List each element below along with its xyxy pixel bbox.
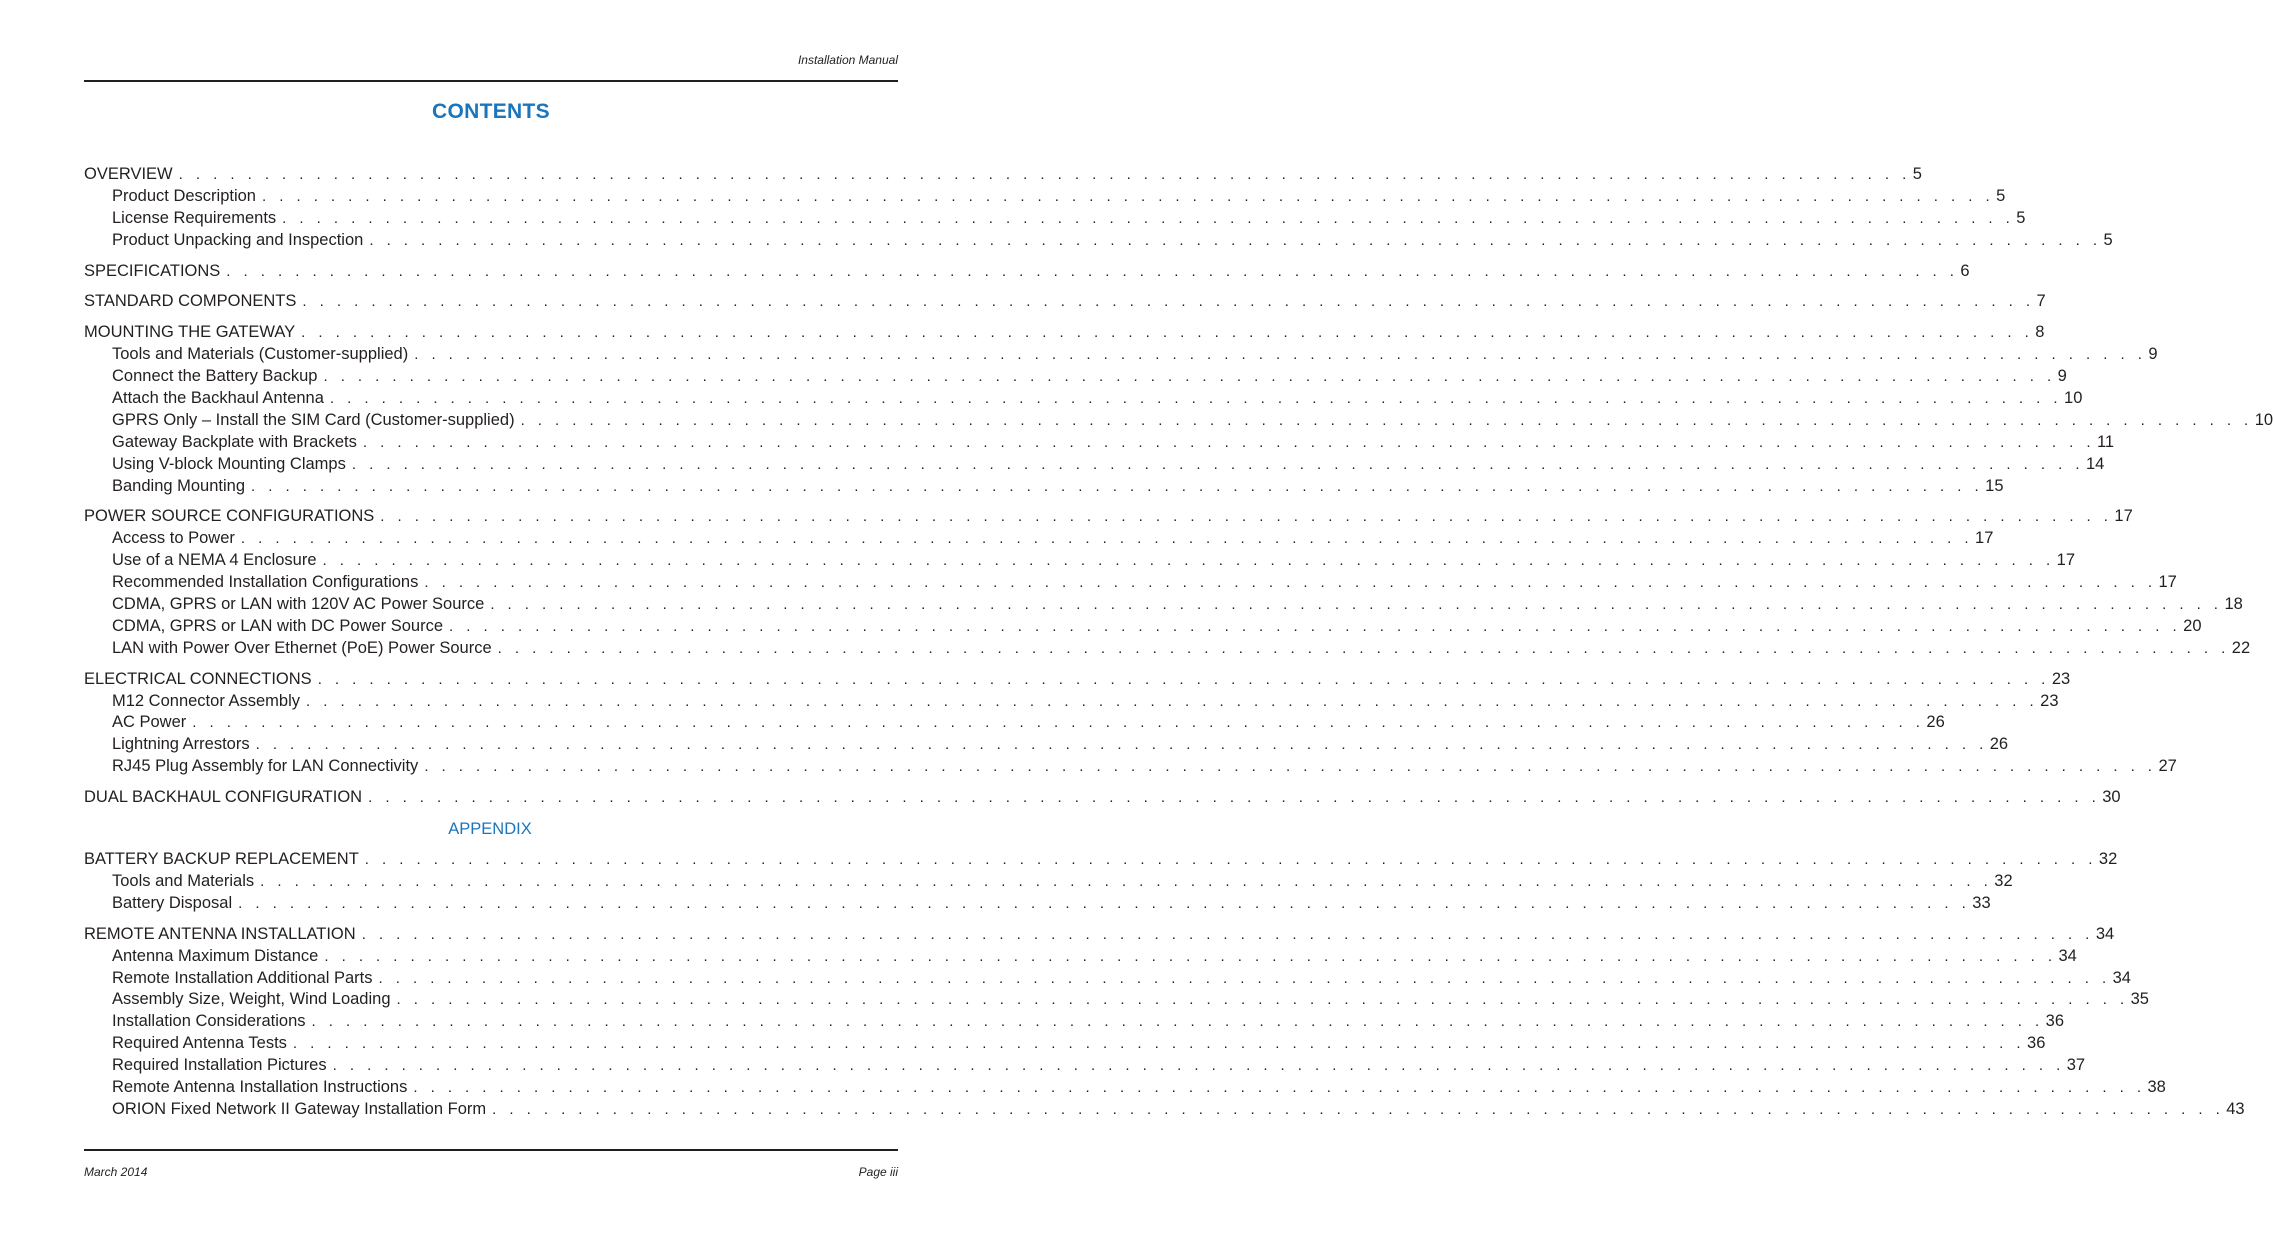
toc-entry-label: REMOTE ANTENNA INSTALLATION <box>84 924 356 943</box>
toc-subentry[interactable] <box>84 1099 2245 1121</box>
table-of-contents <box>84 164 2273 1130</box>
toc-page-number: 10 <box>2064 389 2083 408</box>
toc-page-number: 15 <box>1985 476 2004 495</box>
appendix-heading: APPENDIX <box>448 820 532 839</box>
toc-leader-dots: . . . . . . . . . . . . . . . . . . . . . . . . . . . . . . . . . . . . . . . . . . . . . . . . . . . . . . . . . . . . . . . . . . . . . . . . . . . . . . . . . . . . . . . . . . . . . . . . . . . . . <box>255 736 1988 754</box>
toc-subentry[interactable] <box>84 594 2243 616</box>
toc-entry[interactable] <box>84 849 2118 871</box>
toc-page-number: 10 <box>2254 410 2273 429</box>
toc-section <box>84 322 2273 497</box>
toc-entry-label: Connect the Battery Backup <box>112 367 318 386</box>
toc-subentry[interactable] <box>84 366 2067 388</box>
toc-page-number: 20 <box>2183 616 2202 635</box>
toc-subentry[interactable] <box>84 528 1994 550</box>
toc-entry-label: Product Description <box>112 186 256 205</box>
toc-page-number: 5 <box>2103 230 2113 249</box>
toc-entry-label: Battery Disposal <box>112 893 233 912</box>
toc-entry-label: POWER SOURCE CONFIGURATIONS <box>84 507 375 526</box>
toc-subentry[interactable] <box>84 871 2013 893</box>
toc-page-number: 17 <box>1975 529 1994 548</box>
toc-page-number: 11 <box>2096 432 2115 451</box>
toc-leader-dots: . . . . . . . . . . . . . . . . . . . . . . . . . . . . . . . . . . . . . . . . . . . . . . . . . . . . . . . . . . . . . . . . . . . . . . . . . . . . . . . . . . . . . . . . . . . . . . . . . . . . . <box>302 293 2035 311</box>
toc-subentry[interactable] <box>84 1077 2166 1099</box>
toc-section <box>84 261 1970 283</box>
running-header: Installation Manual <box>797 53 898 67</box>
toc-page-number: 30 <box>2102 788 2121 807</box>
toc-appendix-list <box>84 849 2245 1121</box>
toc-page-number: 6 <box>1960 261 1970 280</box>
toc-subentry[interactable] <box>84 756 2177 778</box>
toc-leader-dots: . . . . . . . . . . . . . . . . . . . . . . . . . . . . . . . . . . . . . . . . . . . . . . . . . . . . . . . . . . . . . . . . . . . . . . . . . . . . . . . . . . . . . . . . . . . . . . . . . . . . . <box>351 455 2084 473</box>
toc-leader-dots: . . . . . . . . . . . . . . . . . . . . . . . . . . . . . . . . . . . . . . . . . . . . . . . . . . . . . . . . . . . . . . . . . . . . . . . . . . . . . . . . . . . . . . . . . . . . . . . . . . . . . <box>414 346 2147 364</box>
toc-subentry[interactable] <box>84 432 2115 454</box>
toc-leader-dots: . . . . . . . . . . . . . . . . . . . . . . . . . . . . . . . . . . . . . . . . . . . . . . . . . . . . . . . . . . . . . . . . . . . . . . . . . . . . . . . . . . . . . . . . . . . . . . . . . . . . . <box>306 692 2039 710</box>
toc-page-number: 8 <box>2035 323 2045 342</box>
toc-page-number: 34 <box>2112 968 2131 987</box>
toc-entry-label: ELECTRICAL CONNECTIONS <box>84 669 312 688</box>
toc-entry-label: LAN with Power Over Ethernet (PoE) Power Source <box>112 638 492 657</box>
toc-page-number: 26 <box>1926 713 1945 732</box>
toc-page-number: 37 <box>2066 1056 2086 1075</box>
toc-leader-dots: . . . . . . . . . . . . . . . . . . . . . . . . . . . . . . . . . . . . . . . . . . . . . . . . . . . . . . . . . . . . . . . . . . . . . . . . . . . . . . . . . . . . . . . . . . . . . . . . . . . . . <box>311 1013 2044 1031</box>
toc-page-number: 32 <box>2098 850 2118 869</box>
toc-entry-label: SPECIFICATIONS <box>84 261 221 280</box>
toc-leader-dots: . . . . . . . . . . . . . . . . . . . . . . . . . . . . . . . . . . . . . . . . . . . . . . . . . . . . . . . . . . . . . . . . . . . . . . . . . . . . . . . . . . . . . . . . . . . . . . . . . . . . . <box>368 789 2101 807</box>
toc-section <box>84 506 2251 659</box>
toc-entry-label: Product Unpacking and Inspection <box>112 230 364 249</box>
toc-leader-dots: . . . . . . . . . . . . . . . . . . . . . . . . . . . . . . . . . . . . . . . . . . . . . . . . . . . . . . . . . . . . . . . . . . . . . . . . . . . . . . . . . . . . . . . . . . . . . . . . . . . . . <box>492 1100 2225 1118</box>
toc-subentry[interactable] <box>84 476 2004 498</box>
toc-subentry[interactable] <box>84 230 2113 252</box>
toc-entry-label: Recommended Installation Configurations <box>112 573 419 592</box>
toc-section <box>84 669 2177 778</box>
toc-entry-label: Use of a NEMA 4 Enclosure <box>112 551 317 570</box>
toc-subentry[interactable] <box>84 1033 2046 1055</box>
toc-leader-dots: . . . . . . . . . . . . . . . . . . . . . . . . . . . . . . . . . . . . . . . . . . . . . . . . . . . . . . . . . . . . . . . . . . . . . . . . . . . . . . . . . . . . . . . . . . . . . . . . . . . . . <box>332 1057 2065 1075</box>
toc-entry-label: AC Power <box>112 713 187 732</box>
toc-page-number: 5 <box>1996 186 2006 205</box>
toc-leader-dots: . . . . . . . . . . . . . . . . . . . . . . . . . . . . . . . . . . . . . . . . . . . . . . . . . . . . . . . . . . . . . . . . . . . . . . . . . . . . . . . . . . . . . . . . . . . . . . . . . . . . . <box>226 262 1959 280</box>
toc-page-number: 17 <box>2114 507 2133 526</box>
toc-leader-dots: . . . . . . . . . . . . . . . . . . . . . . . . . . . . . . . . . . . . . . . . . . . . . . . . . . . . . . . . . . . . . . . . . . . . . . . . . . . . . . . . . . . . . . . . . . . . . . . . . . . . . <box>361 925 2094 943</box>
toc-subentry[interactable] <box>84 946 2077 968</box>
toc-subentry[interactable] <box>84 186 2006 208</box>
toc-entry-label: M12 Connector Assembly <box>112 691 301 710</box>
toc-entry-label: Lightning Arrestors <box>112 735 250 754</box>
toc-entry[interactable] <box>84 322 2045 344</box>
toc-entry-label: Using V-block Mounting Clamps <box>112 454 346 473</box>
toc-entry-label: Required Installation Pictures <box>112 1056 327 1075</box>
toc-leader-dots: . . . . . . . . . . . . . . . . . . . . . . . . . . . . . . . . . . . . . . . . . . . . . . . . . . . . . . . . . . . . . . . . . . . . . . . . . . . . . . . . . . . . . . . . . . . . . . . . . . . . . <box>322 552 2055 570</box>
toc-leader-dots: . . . . . . . . . . . . . . . . . . . . . . . . . . . . . . . . . . . . . . . . . . . . . . . . . . . . . . . . . . . . . . . . . . . . . . . . . . . . . . . . . . . . . . . . . . . . . . . . . . . . . <box>378 969 2111 987</box>
toc-page-number: 36 <box>2027 1034 2046 1053</box>
toc-leader-dots: . . . . . . . . . . . . . . . . . . . . . . . . . . . . . . . . . . . . . . . . . . . . . . . . . . . . . . . . . . . . . . . . . . . . . . . . . . . . . . . . . . . . . . . . . . . . . . . . . . . . . <box>251 477 1984 495</box>
footer-date: March 2014 <box>84 1165 148 1179</box>
toc-entry-label: Tools and Materials <box>112 871 255 890</box>
toc-entry-label: Attach the Backhaul Antenna <box>112 389 324 408</box>
toc-leader-dots: . . . . . . . . . . . . . . . . . . . . . . . . . . . . . . . . . . . . . . . . . . . . . . . . . . . . . . . . . . . . . . . . . . . . . . . . . . . . . . . . . . . . . . . . . . . . . . . . . . . . . <box>424 758 2157 776</box>
toc-leader-dots: . . . . . . . . . . . . . . . . . . . . . . . . . . . . . . . . . . . . . . . . . . . . . . . . . . . . . . . . . . . . . . . . . . . . . . . . . . . . . . . . . . . . . . . . . . . . . . . . . . . . . <box>240 530 1974 548</box>
toc-entry[interactable] <box>84 261 1970 283</box>
toc-subentry[interactable] <box>84 616 2202 638</box>
toc-leader-dots: . . . . . . . . . . . . . . . . . . . . . . . . . . . . . . . . . . . . . . . . . . . . . . . . . . . . . . . . . . . . . . . . . . . . . . . . . . . . . . . . . . . . . . . . . . . . . . . . . . . . . <box>238 894 1971 912</box>
toc-subentry[interactable] <box>84 344 2158 366</box>
toc-page-number: 9 <box>2148 345 2158 364</box>
toc-leader-dots: . . . . . . . . . . . . . . . . . . . . . . . . . . . . . . . . . . . . . . . . . . . . . . . . . . . . . . . . . . . . . . . . . . . . . . . . . . . . . . . . . . . . . . . . . . . . . . . . . . . . . <box>364 851 2097 869</box>
toc-page-number: 38 <box>2147 1077 2166 1096</box>
toc-page-number: 18 <box>2224 595 2243 614</box>
toc-entry[interactable] <box>84 506 2133 528</box>
toc-page-number: 7 <box>2036 292 2046 311</box>
toc-page-number: 23 <box>2051 669 2071 688</box>
toc-leader-dots: . . . . . . . . . . . . . . . . . . . . . . . . . . . . . . . . . . . . . . . . . . . . . . . . . . . . . . . . . . . . . . . . . . . . . . . . . . . . . . . . . . . . . . . . . . . . . . . . . . . . . <box>424 574 2157 592</box>
toc-page-number: 22 <box>2231 638 2251 657</box>
toc-entry-label: Antenna Maximum Distance <box>112 946 319 965</box>
toc-leader-dots: . . . . . . . . . . . . . . . . . . . . . . . . . . . . . . . . . . . . . . . . . . . . . . . . . . . . . . . . . . . . . . . . . . . . . . . . . . . . . . . . . . . . . . . . . . . . . . . . . . . . . <box>413 1078 2146 1096</box>
toc-entry-label: Tools and Materials (Customer-supplied) <box>112 345 409 364</box>
toc-leader-dots: . . . . . . . . . . . . . . . . . . . . . . . . . . . . . . . . . . . . . . . . . . . . . . . . . . . . . . . . . . . . . . . . . . . . . . . . . . . . . . . . . . . . . . . . . . . . . . . . . . . . . <box>261 187 1995 205</box>
toc-entry-label: STANDARD COMPONENTS <box>84 292 297 311</box>
toc-page-number: 34 <box>2095 924 2115 943</box>
toc-entry[interactable] <box>84 669 2071 691</box>
toc-entry[interactable] <box>84 291 2046 313</box>
toc-subentry[interactable] <box>84 734 2009 756</box>
toc-entry-label: OVERVIEW <box>84 165 173 183</box>
toc-entry-label: CDMA, GPRS or LAN with DC Power Source <box>112 616 444 635</box>
toc-section <box>84 787 2121 809</box>
toc-entry-label: Gateway Backplate with Brackets <box>112 432 357 451</box>
toc-entry-label: Installation Considerations <box>112 1012 306 1031</box>
toc-leader-dots: . . . . . . . . . . . . . . . . . . . . . . . . . . . . . . . . . . . . . . . . . . . . . . . . . . . . . . . . . . . . . . . . . . . . . . . . . . . . . . . . . . . . . . . . . . . . . . . . . . . . . <box>449 617 2182 635</box>
toc-page-number: 26 <box>1989 735 2009 754</box>
toc-leader-dots: . . . . . . . . . . . . . . . . . . . . . . . . . . . . . . . . . . . . . . . . . . . . . . . . . . . . . . . . . . . . . . . . . . . . . . . . . . . . . . . . . . . . . . . . . . . . . . . . . . . . . <box>329 390 2063 408</box>
toc-page-number: 34 <box>2058 946 2077 965</box>
toc-entry-label: RJ45 Plug Assembly for LAN Connectivity <box>112 757 419 776</box>
toc-main-list <box>84 164 2273 809</box>
toc-page-number: 5 <box>1912 165 1922 183</box>
toc-leader-dots: . . . . . . . . . . . . . . . . . . . . . . . . . . . . . . . . . . . . . . . . . . . . . . . . . . . . . . . . . . . . . . . . . . . . . . . . . . . . . . . . . . . . . . . . . . . . . . . . . . . . . <box>301 324 2034 342</box>
toc-entry-label: CDMA, GPRS or LAN with 120V AC Power Source <box>112 595 485 614</box>
toc-entry-label: Required Antenna Tests <box>112 1034 287 1053</box>
toc-page-number: 33 <box>1972 893 1991 912</box>
toc-page-number: 36 <box>2045 1012 2065 1031</box>
footer-page-number: Page iii <box>858 1165 898 1179</box>
toc-page-number: 27 <box>2158 757 2177 776</box>
toc-page-number: 35 <box>2130 990 2149 1009</box>
toc-entry-label: BATTERY BACKUP REPLACEMENT <box>84 850 359 869</box>
toc-page-number: 9 <box>2057 367 2067 386</box>
toc-leader-dots: . . . . . . . . . . . . . . . . . . . . . . . . . . . . . . . . . . . . . . . . . . . . . . . . . . . . . . . . . . . . . . . . . . . . . . . . . . . . . . . . . . . . . . . . . . . . . . . . . . . . . <box>369 231 2102 249</box>
toc-entry-label: License Requirements <box>112 208 277 227</box>
toc-leader-dots: . . . . . . . . . . . . . . . . . . . . . . . . . . . . . . . . . . . . . . . . . . . . . . . . . . . . . . . . . . . . . . . . . . . . . . . . . . . . . . . . . . . . . . . . . . . . . . . . . . . . . <box>490 596 2223 614</box>
header-rule <box>84 80 898 82</box>
toc-entry[interactable] <box>84 924 2115 946</box>
toc-subentry[interactable] <box>84 454 2105 476</box>
page-title: CONTENTS <box>432 100 550 123</box>
toc-leader-dots: . . . . . . . . . . . . . . . . . . . . . . . . . . . . . . . . . . . . . . . . . . . . . . . . . . . . . . . . . . . . . . . . . . . . . . . . . . . . . . . . . . . . . . . . . . . . . . . . . . . . . <box>324 947 2057 965</box>
toc-entry-label: Assembly Size, Weight, Wind Loading <box>112 990 391 1009</box>
toc-subentry[interactable] <box>84 1011 2065 1033</box>
toc-entry-label: ORION Fixed Network II Gateway Installation Form <box>112 1099 487 1118</box>
toc-subentry[interactable] <box>84 989 2149 1011</box>
toc-entry-label: GPRS Only – Install the SIM Card (Customer-supplied) <box>112 410 515 429</box>
toc-leader-dots: . . . . . . . . . . . . . . . . . . . . . . . . . . . . . . . . . . . . . . . . . . . . . . . . . . . . . . . . . . . . . . . . . . . . . . . . . . . . . . . . . . . . . . . . . . . . . . . . . . . . . <box>178 166 1911 183</box>
toc-page-number: 32 <box>1994 871 2013 890</box>
toc-entry[interactable] <box>84 164 1922 186</box>
toc-subentry[interactable] <box>84 712 1945 734</box>
toc-subentry[interactable] <box>84 691 2059 713</box>
toc-entry-label: Access to Power <box>112 529 235 548</box>
toc-section <box>84 849 2118 915</box>
toc-subentry[interactable] <box>84 968 2131 990</box>
toc-leader-dots: . . . . . . . . . . . . . . . . . . . . . . . . . . . . . . . . . . . . . . . . . . . . . . . . . . . . . . . . . . . . . . . . . . . . . . . . . . . . . . . . . . . . . . . . . . . . . . . . . . . . . <box>380 508 2113 526</box>
toc-subentry[interactable] <box>84 550 2075 572</box>
footer-rule <box>84 1149 898 1151</box>
toc-section <box>84 291 2046 313</box>
toc-subentry[interactable] <box>84 893 1991 915</box>
toc-page-number: 17 <box>2056 551 2075 570</box>
toc-page-number: 17 <box>2158 573 2177 592</box>
toc-leader-dots: . . . . . . . . . . . . . . . . . . . . . . . . . . . . . . . . . . . . . . . . . . . . . . . . . . . . . . . . . . . . . . . . . . . . . . . . . . . . . . . . . . . . . . . . . . . . . . . . . . . . . <box>323 368 2056 386</box>
toc-leader-dots: . . . . . . . . . . . . . . . . . . . . . . . . . . . . . . . . . . . . . . . . . . . . . . . . . . . . . . . . . . . . . . . . . . . . . . . . . . . . . . . . . . . . . . . . . . . . . . . . . . . . . <box>362 433 2095 451</box>
toc-entry-label: Banding Mounting <box>112 476 246 495</box>
toc-entry-label: DUAL BACKHAUL CONFIGURATION <box>84 788 363 807</box>
toc-page-number: 5 <box>2016 208 2026 227</box>
toc-leader-dots: . . . . . . . . . . . . . . . . . . . . . . . . . . . . . . . . . . . . . . . . . . . . . . . . . . . . . . . . . . . . . . . . . . . . . . . . . . . . . . . . . . . . . . . . . . . . . . . . . . . . . <box>317 670 2050 688</box>
toc-subentry[interactable] <box>84 388 2083 410</box>
toc-entry[interactable] <box>84 787 2121 809</box>
toc-leader-dots: . . . . . . . . . . . . . . . . . . . . . . . . . . . . . . . . . . . . . . . . . . . . . . . . . . . . . . . . . . . . . . . . . . . . . . . . . . . . . . . . . . . . . . . . . . . . . . . . . . . . . <box>497 639 2230 657</box>
toc-leader-dots: . . . . . . . . . . . . . . . . . . . . . . . . . . . . . . . . . . . . . . . . . . . . . . . . . . . . . . . . . . . . . . . . . . . . . . . . . . . . . . . . . . . . . . . . . . . . . . . . . . . . . <box>282 209 2015 227</box>
toc-entry-label: Remote Installation Additional Parts <box>112 968 373 987</box>
toc-leader-dots: . . . . . . . . . . . . . . . . . . . . . . . . . . . . . . . . . . . . . . . . . . . . . . . . . . . . . . . . . . . . . . . . . . . . . . . . . . . . . . . . . . . . . . . . . . . . . . . . . . . . . <box>292 1035 2026 1053</box>
toc-entry-label: MOUNTING THE GATEWAY <box>84 323 296 342</box>
toc-leader-dots: . . . . . . . . . . . . . . . . . . . . . . . . . . . . . . . . . . . . . . . . . . . . . . . . . . . . . . . . . . . . . . . . . . . . . . . . . . . . . . . . . . . . . . . . . . . . . . . . . . . . . <box>520 411 2253 429</box>
toc-section <box>84 164 2113 252</box>
toc-subentry[interactable] <box>84 1055 2086 1077</box>
toc-page-number: 14 <box>2085 454 2105 473</box>
toc-section <box>84 924 2245 1121</box>
toc-leader-dots: . . . . . . . . . . . . . . . . . . . . . . . . . . . . . . . . . . . . . . . . . . . . . . . . . . . . . . . . . . . . . . . . . . . . . . . . . . . . . . . . . . . . . . . . . . . . . . . . . . . . . <box>192 714 1925 732</box>
toc-page-number: 23 <box>2040 691 2059 710</box>
toc-leader-dots: . . . . . . . . . . . . . . . . . . . . . . . . . . . . . . . . . . . . . . . . . . . . . . . . . . . . . . . . . . . . . . . . . . . . . . . . . . . . . . . . . . . . . . . . . . . . . . . . . . . . . <box>396 991 2129 1009</box>
toc-leader-dots: . . . . . . . . . . . . . . . . . . . . . . . . . . . . . . . . . . . . . . . . . . . . . . . . . . . . . . . . . . . . . . . . . . . . . . . . . . . . . . . . . . . . . . . . . . . . . . . . . . . . . <box>260 872 1993 890</box>
toc-entry-label: Remote Antenna Installation Instructions <box>112 1077 408 1096</box>
toc-subentry[interactable] <box>84 638 2251 660</box>
toc-subentry[interactable] <box>84 572 2177 594</box>
toc-subentry[interactable] <box>84 208 2026 230</box>
toc-page-number: 43 <box>2226 1099 2245 1118</box>
toc-subentry[interactable] <box>84 410 2273 432</box>
